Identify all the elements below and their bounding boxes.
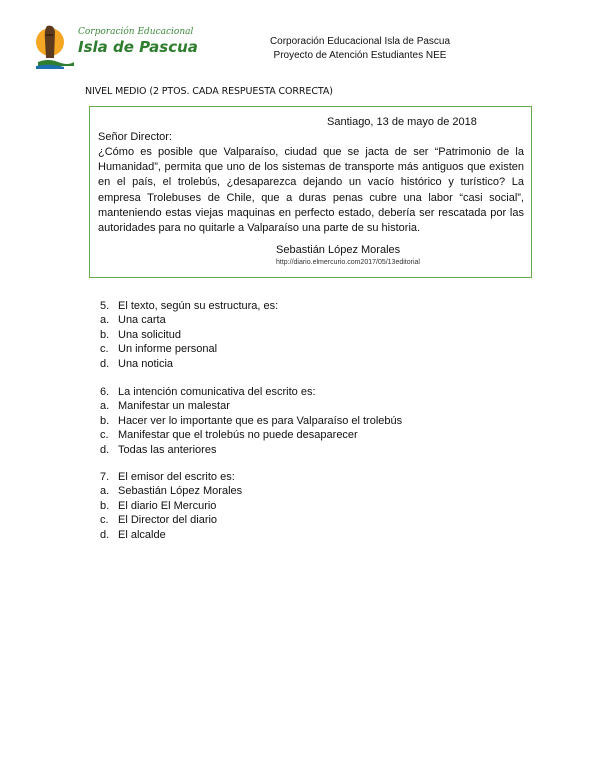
option-text: Un informe personal (118, 343, 218, 356)
option-text: El diario El Mercurio (118, 499, 217, 512)
moai-logo-icon (36, 18, 76, 70)
option-letter: b. (100, 328, 110, 341)
letter-date: Santiago, 13 de mayo de 2018 (327, 116, 477, 128)
option-letter: d. (100, 443, 110, 456)
option-text: El Director del diario (118, 514, 218, 527)
option-letter: a. (100, 314, 110, 327)
option-text: Hacer ver lo importante que es para Valparaíso el trolebús (118, 414, 403, 427)
question-text: El emisor del escrito es: (118, 471, 235, 483)
logo-title: Isla de Pascua (78, 38, 198, 56)
letter-salutation: Señor Director: (98, 131, 172, 143)
option-text: Manifestar un malestar (118, 400, 230, 413)
option-letter: c. (100, 429, 109, 442)
question-number: 7. (100, 471, 110, 483)
option-text: Una carta (118, 314, 166, 327)
option-text: Una noticia (118, 357, 174, 370)
section-title: NIVEL MEDIO (2 PTOS. CADA RESPUESTA CORRECTA) (85, 86, 333, 97)
option-letter: c. (100, 514, 109, 527)
org-name: Corporación Educacional Isla de Pascua (269, 36, 451, 47)
letter-source: http://diario.elmercurio.com2017/05/13editorial (276, 259, 420, 266)
option-text: Una solicitud (118, 328, 181, 341)
organization-logo (36, 18, 198, 70)
letter-signature: Sebastián López Morales (276, 244, 401, 256)
question-number: 5. (100, 300, 110, 312)
option-letter: b. (100, 499, 110, 512)
option-text: Manifestar que el trolebús no puede desaparecer (118, 429, 358, 442)
option-letter: b. (100, 414, 110, 427)
option-text: El alcalde (118, 528, 166, 541)
question-text: El texto, según su estructura, es: (118, 300, 279, 312)
letter-body: ¿Cómo es posible que Valparaíso, ciudad que se jacta de ser “Patrimonio de la Humanidad”, permita que uno de los sistemas de transporte más antiguos que existen en el país, el trolebús, ¿desaparezca dejando un vacío histórico y turístico? La empresa Trolebuses de Chile, que a duras penas cubre una labor “casi social”, manteniendo estas viejas maquinas en perfecto estado, debería ser rescatada por las autoridades para no quitarle a Valparaíso una parte de su historia. (98, 146, 524, 235)
document-header (200, 35, 520, 63)
logo-subtitle: Corporación Educacional (78, 27, 194, 37)
option-letter: d. (100, 528, 110, 541)
option-text: Sebastián López Morales (118, 485, 243, 498)
project-name: Proyecto de Atención Estudiantes NEE (273, 50, 447, 61)
option-letter: a. (100, 485, 110, 498)
option-letter: a. (100, 400, 110, 413)
question-text: La intención comunicativa del escrito es: (118, 386, 316, 398)
question-number: 6. (100, 386, 110, 398)
option-letter: d. (100, 357, 110, 370)
option-text: Todas las anteriores (118, 443, 217, 456)
option-letter: c. (100, 343, 109, 356)
